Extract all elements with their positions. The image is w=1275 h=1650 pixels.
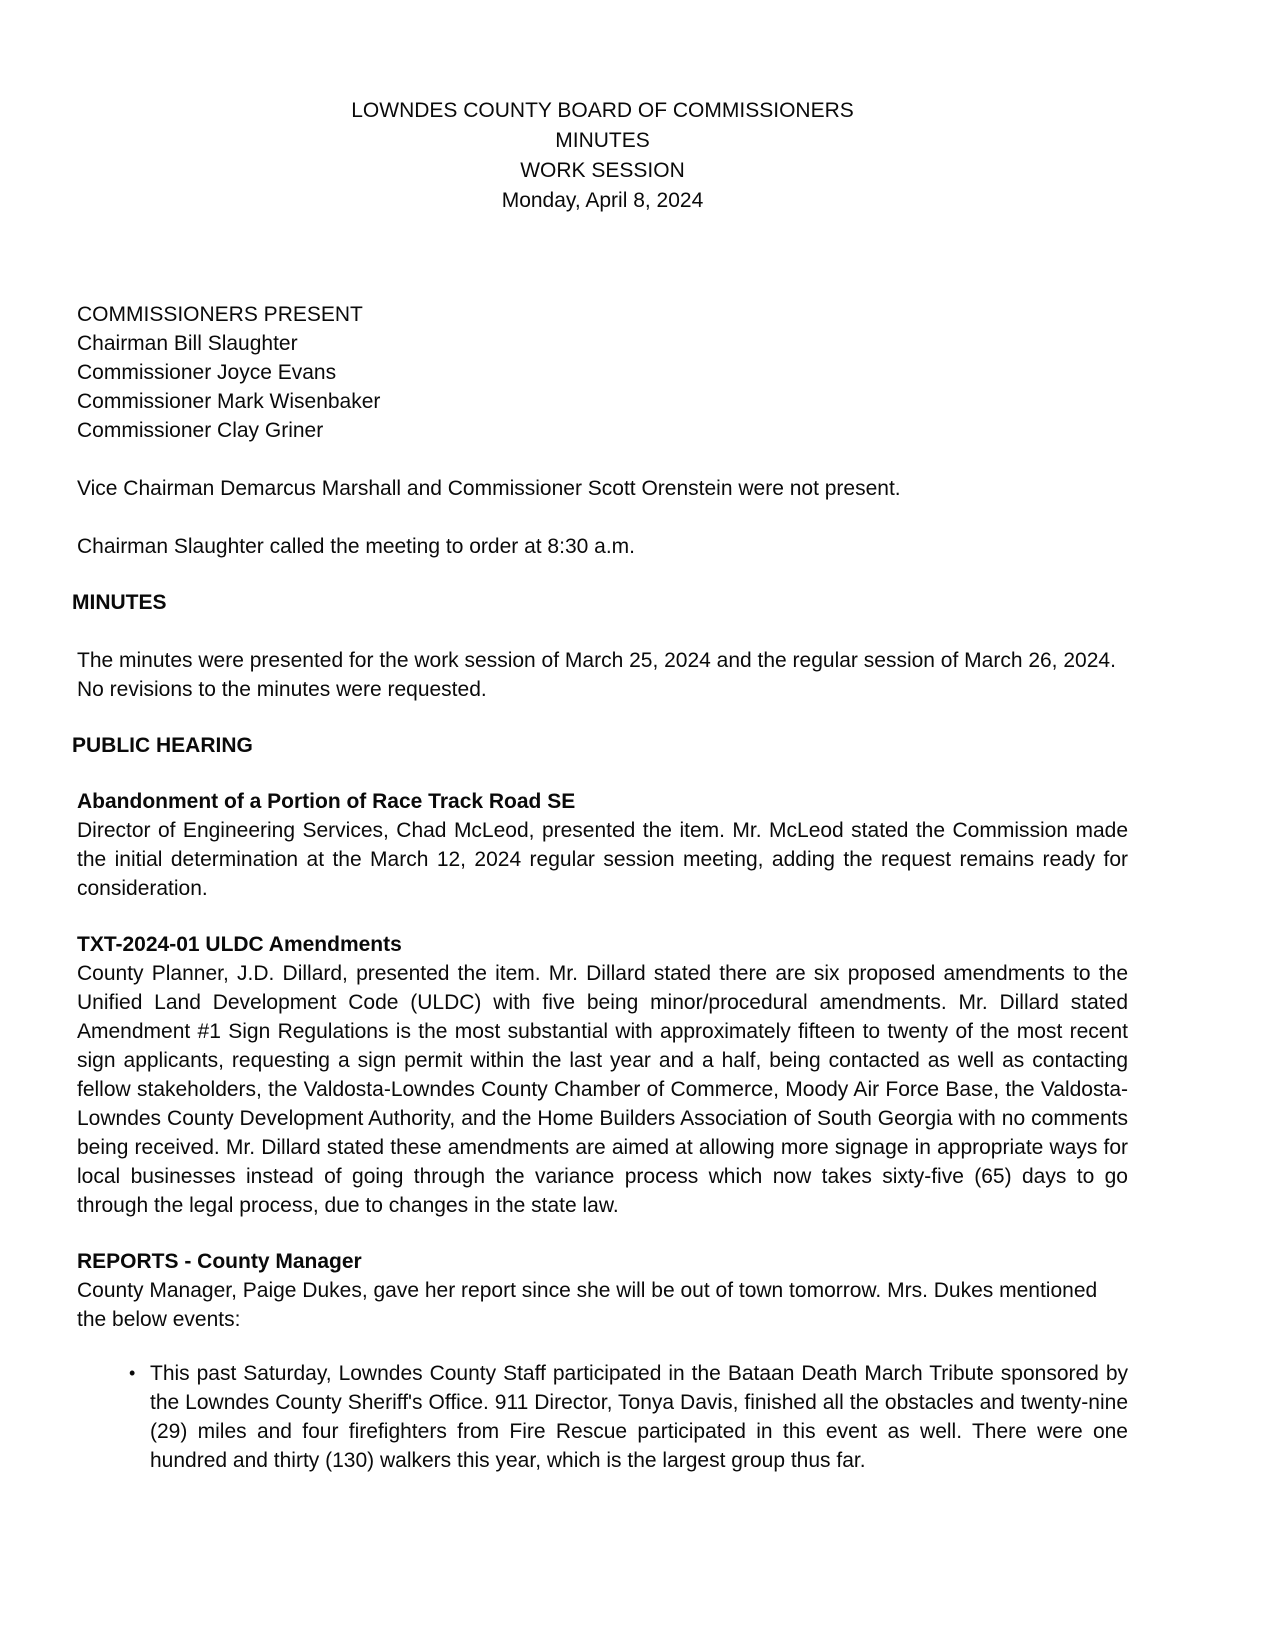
header-date: Monday, April 8, 2024: [501, 189, 704, 212]
reports-intro: County Manager, Paige Dukes, gave her report since she will be out of town tomorrow. Mrs. Dukes mentioned the below events:: [77, 1279, 1098, 1331]
hearing-item-title: TXT-2024-01 ULDC Amendments: [77, 933, 402, 956]
report-bullet-text: This past Saturday, Lowndes County Staff participated in the Bataan Death March Tribute sponsored by the Lowndes County Sheriff's Office. 911 Director, Tonya Davis, finished all the obstacles and twenty-nine (29) miles and four firefighters from Fire Rescue participated in this event as well. There were one hundred and thirty (130) walkers this year, which is the largest group thus far.: [150, 1362, 1128, 1472]
document-header: [77, 96, 1128, 216]
commissioner-name: Commissioner Joyce Evans: [77, 361, 337, 384]
public-hearing-section: [72, 731, 1128, 1220]
call-to-order-note: Chairman Slaughter called the meeting to order at 8:30 a.m.: [77, 535, 635, 558]
hearing-item-body: Director of Engineering Services, Chad McLeod, presented the item. Mr. McLeod stated the Commission made the initial determination at the March 12, 2024 regular session meeting, adding the request remains ready for consideration.: [77, 819, 1128, 900]
commissioners-present-heading: COMMISSIONERS PRESENT: [77, 303, 363, 326]
report-bullet-item: [77, 1359, 1128, 1475]
hearing-item-body: County Planner, J.D. Dillard, presented the item. Mr. Dillard stated there are six proposed amendments to the Unified Land Development Code (ULDC) with five being minor/procedural amendments. Mr. Dillard stated Amendment #1 Sign Regulations is the most substantial with approximately fifteen to twenty of the most recent sign applicants, requesting a sign permit within the last year and a half, being contacted as well as contacting fellow stakeholders, the Valdosta-Lowndes County Chamber of Commerce, Moody Air Force Base, the Valdosta-Lowndes County Development Authority, and the Home Builders Association of South Georgia with no comments being received. Mr. Dillard stated these amendments are aimed at allowing more signage in appropriate ways for local businesses instead of going through the variance process which now takes sixty-five (65) days to go through the legal process, due to changes in the state law.: [77, 962, 1128, 1217]
minutes-section: [72, 588, 1128, 704]
commissioner-name: Commissioner Mark Wisenbaker: [77, 390, 381, 413]
reports-heading: REPORTS - County Manager: [77, 1250, 362, 1273]
hearing-item-title: Abandonment of a Portion of Race Track Road SE: [77, 790, 576, 813]
bullet-icon: •: [129, 1363, 136, 1383]
minutes-body: The minutes were presented for the work session of March 25, 2024 and the regular session of March 26, 2024. No revisions to the minutes were requested.: [77, 649, 1116, 701]
public-hearing-heading: PUBLIC HEARING: [72, 734, 253, 757]
hearing-item-race-track-road: [77, 787, 1128, 903]
header-session-type: WORK SESSION: [520, 159, 685, 182]
header-organization: LOWNDES COUNTY BOARD OF COMMISSIONERS: [351, 99, 854, 122]
attendance-section: [77, 300, 1128, 561]
commissioner-name: Chairman Bill Slaughter: [77, 332, 298, 355]
reports-section: [77, 1247, 1128, 1475]
minutes-heading: MINUTES: [72, 591, 167, 614]
header-doc-type: MINUTES: [555, 129, 650, 152]
commissioner-name: Commissioner Clay Griner: [77, 419, 324, 442]
absent-note: Vice Chairman Demarcus Marshall and Commissioner Scott Orenstein were not present.: [77, 477, 901, 500]
hearing-item-uldc-amendments: [77, 930, 1128, 1220]
